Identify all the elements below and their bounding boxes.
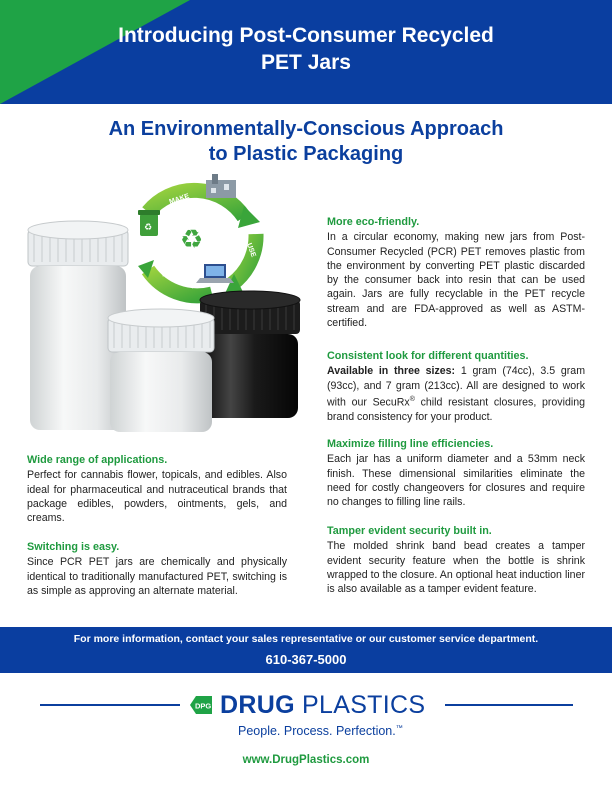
contact-phone[interactable]: 610-367-5000 xyxy=(265,652,347,667)
small-white-jar xyxy=(108,309,214,432)
website-link[interactable]: www.DrugPlastics.com xyxy=(242,754,370,766)
section-title-eco: More eco-friendly. xyxy=(327,216,420,228)
svg-text:♻: ♻ xyxy=(144,223,153,233)
registered-mark: ® xyxy=(409,395,415,403)
main-heading-line1: An Environmentally-Conscious Approach xyxy=(108,118,504,140)
cycle-label-use: USE xyxy=(245,242,257,259)
section-body-eco: In a circular economy, making new jars from Post-Consumer Recycled (PCR) PET removes plastic from the environment by converting PET plastic discarded by the consumer back into resin that can be used again. Jars are fully recyclable in the PET recycle stream and are FDA-approved as well as ASTM-certified. xyxy=(327,231,585,330)
contact-text: For more information, contact your sales representative or our customer service department. xyxy=(73,633,539,645)
closures-text: child resistant closures, providing brand consistency for your product. xyxy=(327,396,585,423)
section-title-switching: Switching is easy. xyxy=(27,541,120,553)
tagline xyxy=(238,724,403,738)
section-title-applications: Wide range of applications. xyxy=(27,454,168,466)
section-body-applications: Perfect for cannabis flower, topicals, and edibles. Also ideal for pharmaceutical and nutraceutical brands that package edibles, powders, ointments, gels, and creams. xyxy=(27,469,287,525)
section-tamper xyxy=(327,524,585,596)
section-switching xyxy=(27,540,287,598)
recycle-bin-icon xyxy=(138,210,160,236)
section-body-filling: Each jar has a uniform diameter and a 53mm neck finish. These dimensional similarities eliminate the need for costly changeovers for closures and require no changes to filling line rails. xyxy=(327,453,585,509)
section-body-switching: Since PCR PET jars are chemically and physically identical to traditionally manufactured PET, switching is as simple as approving an alternate material. xyxy=(27,556,287,597)
page-title-line2: PET Jars xyxy=(261,51,351,74)
product-image xyxy=(20,172,320,440)
cycle-label-recycle: RECYCLE xyxy=(161,271,195,291)
section-applications xyxy=(27,453,287,525)
recycle-icon: ♻ xyxy=(180,225,204,255)
section-title-filling: Maximize filling line efficiencies. xyxy=(327,438,494,450)
main-heading xyxy=(0,117,612,167)
black-jar xyxy=(200,291,300,418)
laptop-icon xyxy=(196,264,234,283)
sizes-lead: Available in three sizes: xyxy=(327,365,456,378)
logo-divider-right xyxy=(445,704,573,706)
logo-regular: PLASTICS xyxy=(294,691,426,719)
main-heading-line2: to Plastic Packaging xyxy=(208,143,404,165)
section-filling xyxy=(327,437,585,509)
section-title-consistent: Consistent look for different quantities. xyxy=(327,350,529,362)
logo-divider-left xyxy=(40,704,180,706)
page-title xyxy=(0,22,612,76)
section-consistent xyxy=(327,349,585,424)
header-banner xyxy=(0,0,612,104)
logo-bold: DRUG xyxy=(220,691,295,719)
tagline-trademark: ™ xyxy=(395,724,403,732)
section-body-tamper: The molded shrink band bead creates a tamper evident security feature when the bottle is shrink wrapped to the closure. An optional heat induction liner is also available as a tamper evident feature. xyxy=(327,540,585,596)
section-body-consistent xyxy=(327,364,585,424)
section-eco xyxy=(327,215,585,330)
tagline-text: People. Process. Perfection. xyxy=(238,724,396,738)
badge-text: DPG xyxy=(195,701,212,711)
section-title-tamper: Tamper evident security built in. xyxy=(327,525,492,537)
cycle-label-make: MAKE xyxy=(168,192,191,206)
page-title-line1: Introducing Post-Consumer Recycled xyxy=(118,24,494,47)
contact-bar xyxy=(0,627,612,673)
sizes-text: 1 gram (74cc), 3.5 gram (93cc), and 7 gram (213cc). All are designed to work with our SecuRx xyxy=(327,365,586,409)
factory-icon xyxy=(206,174,236,198)
company-logo xyxy=(220,691,425,719)
drug-plastics-badge-icon xyxy=(186,695,216,715)
recycle-cycle-graphic xyxy=(138,174,260,300)
